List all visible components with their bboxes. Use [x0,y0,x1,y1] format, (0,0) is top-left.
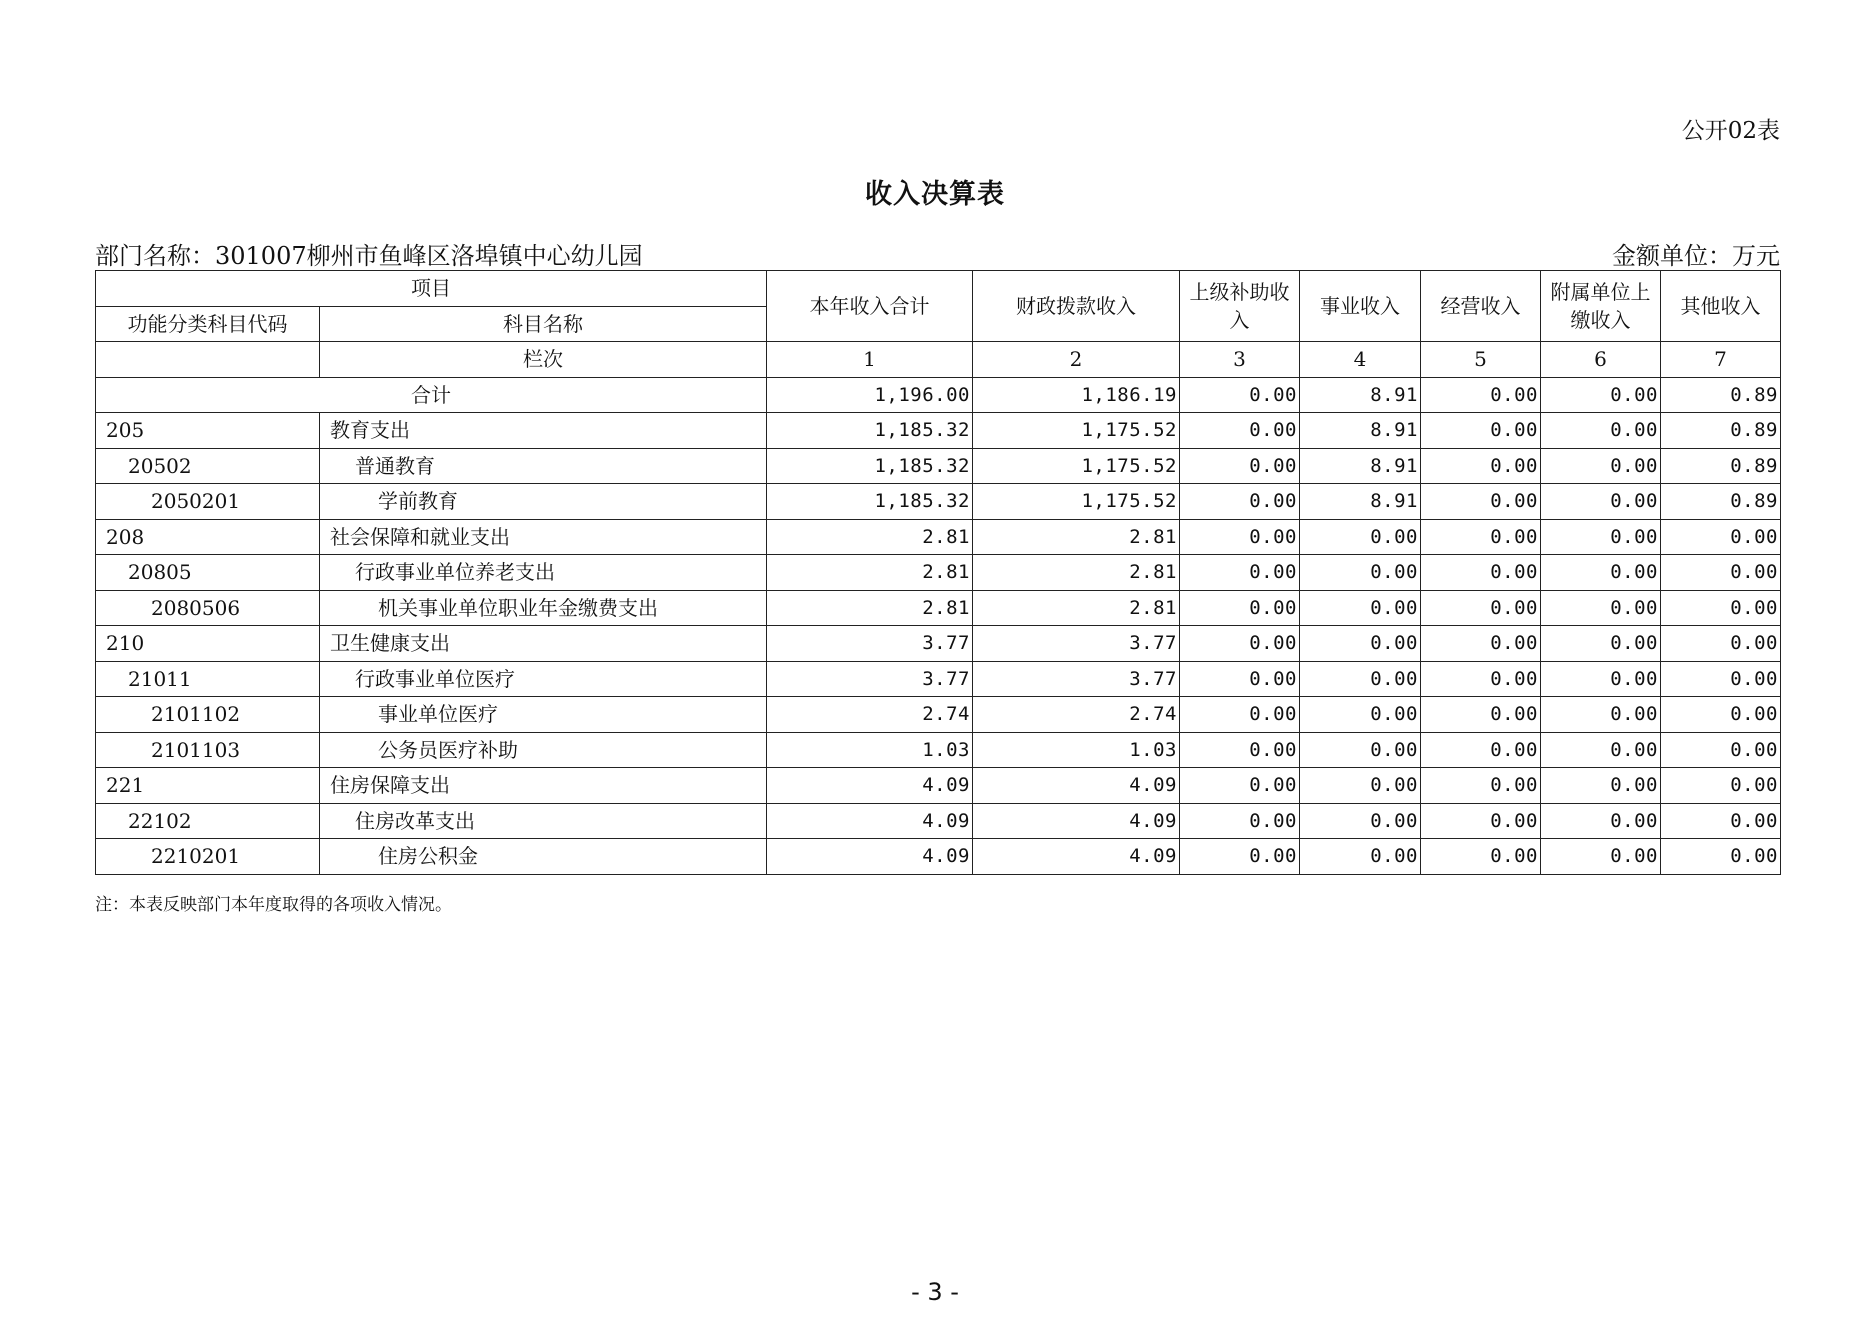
amount-cell: 8.91 [1300,413,1421,449]
amount-cell: 0.00 [1421,413,1541,449]
table-row [96,448,1781,484]
amount-cell: 0.00 [1300,626,1421,662]
amount-cell: 1.03 [767,732,973,768]
amount-cell: 0.00 [1180,803,1300,839]
header-business-income: 事业收入 [1300,271,1421,342]
amount-cell: 3.77 [767,626,973,662]
amount-cell: 0.00 [1180,697,1300,733]
subject-name: 事业单位医疗 [320,697,767,733]
total-row [96,377,1781,413]
page-title: 收入决算表 [865,179,1005,210]
subject-name: 社会保障和就业支出 [320,519,767,555]
table-row [96,519,1781,555]
amount-cell: 0.00 [1421,519,1541,555]
amount-cell: 4.09 [973,768,1180,804]
header-operating-income: 经营收入 [1421,271,1541,342]
amount-cell: 0.00 [1541,803,1661,839]
amount-cell: 0.89 [1661,484,1781,520]
subject-code: 2210201 [96,839,320,875]
amount-cell: 0.00 [1180,590,1300,626]
header-row-1 [96,271,1781,307]
amount-cell: 0.00 [1541,732,1661,768]
amount-cell: 0.00 [1541,519,1661,555]
amount-cell: 0.00 [1541,448,1661,484]
total-value: 0.00 [1180,377,1300,413]
subject-name: 行政事业单位医疗 [320,661,767,697]
subject-name: 住房公积金 [320,839,767,875]
amount-cell: 0.00 [1180,839,1300,875]
amount-cell: 0.00 [1541,555,1661,591]
subject-code: 221 [96,768,320,804]
amount-cell: 1,175.52 [973,413,1180,449]
amount-cell: 0.00 [1421,697,1541,733]
amount-cell: 0.00 [1180,661,1300,697]
header-other-income: 其他收入 [1661,271,1781,342]
amount-cell: 0.00 [1300,519,1421,555]
amount-cell: 0.00 [1421,661,1541,697]
subject-code: 210 [96,626,320,662]
amount-cell: 8.91 [1300,484,1421,520]
subject-code: 22102 [96,803,320,839]
table-row [96,697,1781,733]
amount-cell: 0.00 [1421,448,1541,484]
table-note: 注：本表反映部门本年度取得的各项收入情况。 [95,895,452,915]
subject-name: 普通教育 [320,448,767,484]
amount-cell: 0.00 [1180,448,1300,484]
amount-cell: 1,175.52 [973,484,1180,520]
amount-cell: 0.00 [1300,661,1421,697]
amount-cell: 0.00 [1661,697,1781,733]
amount-cell: 0.00 [1180,413,1300,449]
amount-cell: 4.09 [767,839,973,875]
amount-unit: 金额单位：万元 [1612,242,1780,270]
amount-cell: 1.03 [973,732,1180,768]
amount-cell: 0.00 [1180,555,1300,591]
table-row [96,839,1781,875]
amount-cell: 0.00 [1300,732,1421,768]
amount-cell: 2.81 [973,555,1180,591]
column-number-label: 栏次 [320,342,767,378]
amount-cell: 0.00 [1180,732,1300,768]
amount-cell: 2.81 [973,590,1180,626]
amount-cell: 3.77 [973,626,1180,662]
subject-name: 住房保障支出 [320,768,767,804]
department-name: 部门名称：301007柳州市鱼峰区洛埠镇中心幼儿园 [95,242,643,270]
table-row [96,732,1781,768]
column-number: 3 [1180,342,1300,378]
header-code: 功能分类科目代码 [96,306,320,342]
amount-cell: 2.74 [767,697,973,733]
amount-cell: 4.09 [767,768,973,804]
amount-cell: 0.00 [1421,555,1541,591]
amount-cell: 0.00 [1661,590,1781,626]
column-number-row [96,342,1781,378]
amount-cell: 0.00 [1661,626,1781,662]
total-value: 0.00 [1421,377,1541,413]
amount-cell: 0.00 [1661,803,1781,839]
amount-cell: 0.00 [1421,626,1541,662]
amount-cell: 2.74 [973,697,1180,733]
column-number: 4 [1300,342,1421,378]
table-row [96,413,1781,449]
amount-cell: 0.00 [1180,626,1300,662]
total-value: 8.91 [1300,377,1421,413]
amount-cell: 0.00 [1661,519,1781,555]
amount-cell: 0.00 [1421,484,1541,520]
amount-cell: 0.00 [1421,732,1541,768]
amount-cell: 0.00 [1541,626,1661,662]
amount-cell: 0.00 [1541,590,1661,626]
subject-code: 20502 [96,448,320,484]
amount-cell: 0.00 [1180,519,1300,555]
column-number: 7 [1661,342,1781,378]
subject-name: 学前教育 [320,484,767,520]
amount-cell: 2.81 [767,555,973,591]
table-row [96,555,1781,591]
amount-cell: 0.00 [1661,768,1781,804]
column-number-blank [96,342,320,378]
amount-cell: 0.00 [1541,413,1661,449]
subject-name: 机关事业单位职业年金缴费支出 [320,590,767,626]
header-name: 科目名称 [320,306,767,342]
amount-cell: 0.00 [1541,768,1661,804]
table-row [96,768,1781,804]
income-table [95,270,1781,875]
form-number: 公开02表 [1681,118,1780,144]
amount-cell: 0.00 [1300,555,1421,591]
subject-code: 21011 [96,661,320,697]
amount-cell: 1,185.32 [767,484,973,520]
subject-code: 20805 [96,555,320,591]
total-value: 1,196.00 [767,377,973,413]
column-number: 6 [1541,342,1661,378]
table-row [96,484,1781,520]
column-number: 5 [1421,342,1541,378]
table-row [96,803,1781,839]
amount-cell: 2.81 [973,519,1180,555]
amount-cell: 0.00 [1421,803,1541,839]
header-affiliate-income: 附属单位上缴收入 [1541,271,1661,342]
amount-cell: 8.91 [1300,448,1421,484]
amount-cell: 2.81 [767,519,973,555]
amount-cell: 1,185.32 [767,413,973,449]
amount-cell: 4.09 [767,803,973,839]
amount-cell: 0.00 [1300,697,1421,733]
subject-name: 卫生健康支出 [320,626,767,662]
subject-code: 2101103 [96,732,320,768]
amount-cell: 0.00 [1661,555,1781,591]
amount-cell: 4.09 [973,803,1180,839]
header-superior-subsidy: 上级补助收入 [1180,271,1300,342]
amount-cell: 0.00 [1300,803,1421,839]
subject-code: 205 [96,413,320,449]
total-label: 合计 [96,377,767,413]
amount-cell: 1,185.32 [767,448,973,484]
subject-code: 208 [96,519,320,555]
subject-code: 2080506 [96,590,320,626]
table-row [96,661,1781,697]
amount-cell: 2.81 [767,590,973,626]
page-number: - 3 - [911,1278,959,1306]
amount-cell: 3.77 [973,661,1180,697]
amount-cell: 0.89 [1661,413,1781,449]
amount-cell: 0.00 [1421,590,1541,626]
amount-cell: 0.00 [1541,697,1661,733]
amount-cell: 0.00 [1661,839,1781,875]
amount-cell: 0.89 [1661,448,1781,484]
amount-cell: 0.00 [1541,839,1661,875]
table-row [96,590,1781,626]
subject-code: 2101102 [96,697,320,733]
header-total-income: 本年收入合计 [767,271,973,342]
subject-name: 公务员医疗补助 [320,732,767,768]
subject-name: 教育支出 [320,413,767,449]
subject-code: 2050201 [96,484,320,520]
column-number: 2 [973,342,1180,378]
table-row [96,626,1781,662]
amount-cell: 0.00 [1180,484,1300,520]
amount-cell: 0.00 [1300,839,1421,875]
amount-cell: 0.00 [1541,661,1661,697]
amount-cell: 0.00 [1421,768,1541,804]
amount-cell: 0.00 [1180,768,1300,804]
column-number: 1 [767,342,973,378]
amount-cell: 4.09 [973,839,1180,875]
total-value: 0.00 [1541,377,1661,413]
amount-cell: 0.00 [1300,590,1421,626]
subject-name: 行政事业单位养老支出 [320,555,767,591]
header-item: 项目 [96,271,767,307]
amount-cell: 1,175.52 [973,448,1180,484]
amount-cell: 0.00 [1661,732,1781,768]
amount-cell: 0.00 [1421,839,1541,875]
total-value: 1,186.19 [973,377,1180,413]
amount-cell: 0.00 [1661,661,1781,697]
total-value: 0.89 [1661,377,1781,413]
amount-cell: 3.77 [767,661,973,697]
amount-cell: 0.00 [1300,768,1421,804]
subject-name: 住房改革支出 [320,803,767,839]
header-fiscal-income: 财政拨款收入 [973,271,1180,342]
amount-cell: 0.00 [1541,484,1661,520]
